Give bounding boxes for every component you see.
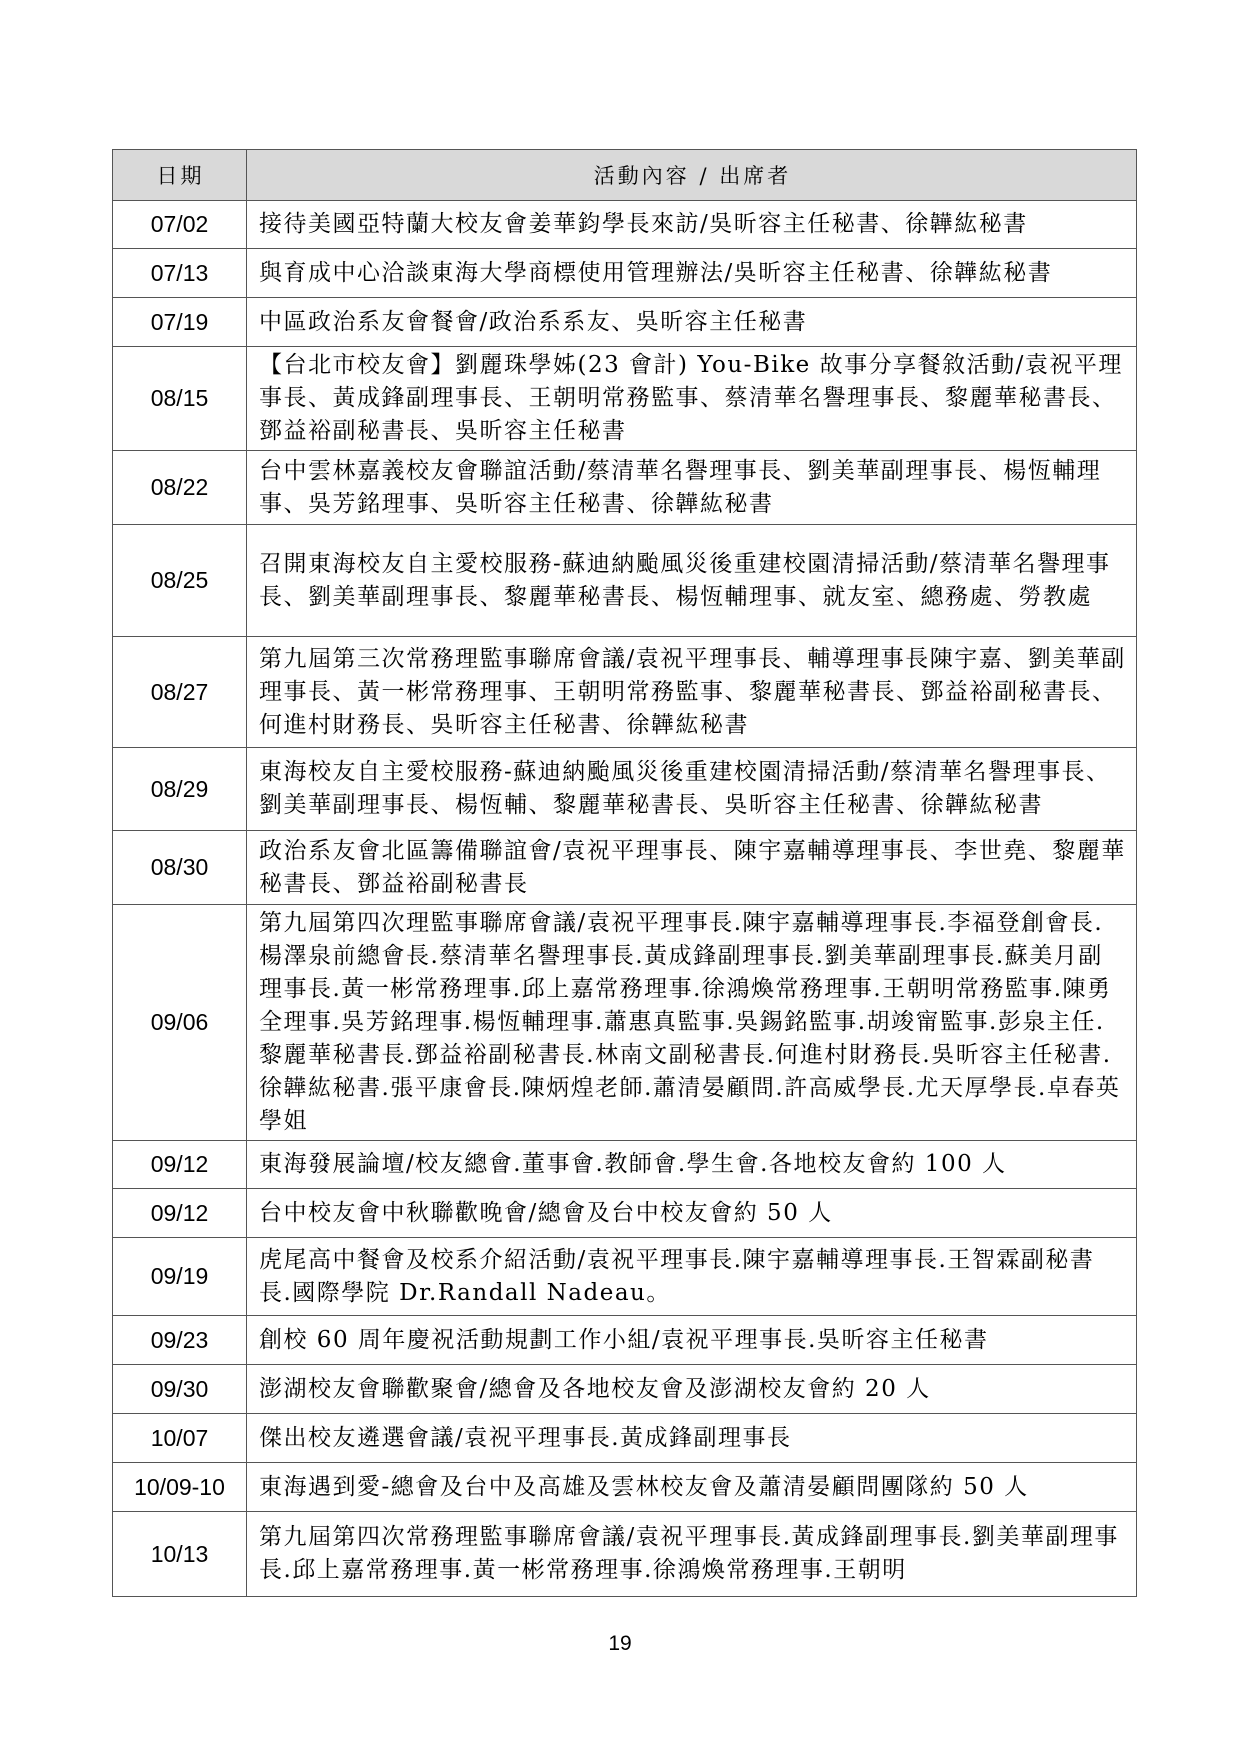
row-date: 09/19: [113, 1238, 247, 1316]
table-row: [113, 201, 1137, 249]
row-activity: 【台北市校友會】劉麗珠學姊(23 會計) You-Bike 故事分享餐敘活動/袁祝平理事長、黃成鋒副理事長、王朝明常務監事、蔡清華名譽理事長、黎麗華秘書長、鄧益裕副秘書長、吳昕容主任秘書: [247, 347, 1137, 451]
row-activity: 創校 60 周年慶祝活動規劃工作小組/袁祝平理事長.吳昕容主任秘書: [247, 1316, 1137, 1365]
row-activity: 虎尾高中餐會及校系介紹活動/袁祝平理事長.陳宇嘉輔導理事長.王智霖副秘書長.國際學院 Dr.Randall Nadeau。: [247, 1238, 1137, 1316]
table-row: [113, 1238, 1137, 1316]
row-date: 09/23: [113, 1316, 247, 1365]
row-date: 07/19: [113, 298, 247, 347]
row-activity: 中區政治系友會餐會/政治系系友、吳昕容主任秘書: [247, 298, 1137, 347]
row-activity: 東海遇到愛-總會及台中及高雄及雲林校友會及蕭清晏顧問團隊約 50 人: [247, 1463, 1137, 1512]
row-activity: 傑出校友遴選會議/袁祝平理事長.黃成鋒副理事長: [247, 1414, 1137, 1463]
row-activity: 第九屆第四次常務理監事聯席會議/袁祝平理事長.黃成鋒副理事長.劉美華副理事長.邱上嘉常務理事.黃一彬常務理事.徐鴻煥常務理事.王朝明: [247, 1512, 1137, 1597]
row-date: 10/09-10: [113, 1463, 247, 1512]
table-row: [113, 831, 1137, 905]
table-row: [113, 1463, 1137, 1512]
table-row: [113, 905, 1137, 1141]
row-activity: 第九屆第三次常務理監事聯席會議/袁祝平理事長、輔導理事長陳宇嘉、劉美華副理事長、黃一彬常務理事、王朝明常務監事、黎麗華秘書長、鄧益裕副秘書長、何進村財務長、吳昕容主任秘書、徐韡紘秘書: [247, 637, 1137, 748]
activity-table: [112, 149, 1137, 1597]
row-activity: 台中校友會中秋聯歡晚會/總會及台中校友會約 50 人: [247, 1189, 1137, 1238]
row-date: 07/13: [113, 249, 247, 298]
row-activity: 澎湖校友會聯歡聚會/總會及各地校友會及澎湖校友會約 20 人: [247, 1365, 1137, 1414]
row-date: 09/12: [113, 1141, 247, 1189]
table-row: [113, 1512, 1137, 1597]
table-row: [113, 1365, 1137, 1414]
row-activity: 台中雲林嘉義校友會聯誼活動/蔡清華名譽理事長、劉美華副理事長、楊恆輔理事、吳芳銘理事、吳昕容主任秘書、徐韡紘秘書: [247, 451, 1137, 525]
row-date: 08/30: [113, 831, 247, 905]
row-date: 09/30: [113, 1365, 247, 1414]
row-activity: 接待美國亞特蘭大校友會姜華鈞學長來訪/吳昕容主任秘書、徐韡紘秘書: [247, 201, 1137, 249]
table-row: [113, 298, 1137, 347]
row-date: 08/22: [113, 451, 247, 525]
row-activity: 東海校友自主愛校服務-蘇迪納颱風災後重建校園清掃活動/蔡清華名譽理事長、劉美華副理事長、楊恆輔、黎麗華秘書長、吳昕容主任秘書、徐韡紘秘書: [247, 748, 1137, 831]
row-activity: 與育成中心洽談東海大學商標使用管理辦法/吳昕容主任秘書、徐韡紘秘書: [247, 249, 1137, 298]
table-row: [113, 1189, 1137, 1238]
row-date: 08/15: [113, 347, 247, 451]
row-date: 10/07: [113, 1414, 247, 1463]
table-row: [113, 1316, 1137, 1365]
header-date: 日期: [113, 150, 247, 201]
row-date: 10/13: [113, 1512, 247, 1597]
row-date: 08/27: [113, 637, 247, 748]
header-activity: 活動內容 / 出席者: [247, 150, 1137, 201]
table-row: [113, 748, 1137, 831]
row-activity: 召開東海校友自主愛校服務-蘇迪納颱風災後重建校園清掃活動/蔡清華名譽理事長、劉美華副理事長、黎麗華秘書長、楊恆輔理事、就友室、總務處、勞教處: [247, 525, 1137, 637]
row-activity: 東海發展論壇/校友總會.董事會.教師會.學生會.各地校友會約 100 人: [247, 1141, 1137, 1189]
table-row: [113, 451, 1137, 525]
table-row: [113, 525, 1137, 637]
table-row: [113, 347, 1137, 451]
row-date: 09/06: [113, 905, 247, 1141]
table-row: [113, 1414, 1137, 1463]
table-row: [113, 249, 1137, 298]
row-activity: 第九屆第四次理監事聯席會議/袁祝平理事長.陳宇嘉輔導理事長.李福登創會長.楊澤泉前總會長.蔡清華名譽理事長.黃成鋒副理事長.劉美華副理事長.蘇美月副理事長.黃一彬常務理事.邱上嘉常務理事.徐鴻煥常務理事.王朝明常務監事.陳勇全理事.吳芳銘理事.楊恆輔理事.蕭惠真監事.吳錫銘監事.胡竣甯監事.彭泉主任.黎麗華秘書長.鄧益裕副秘書長.林南文副秘書長.何進村財務長.吳昕容主任秘書.徐韡紘秘書.張平康會長.陳炳煌老師.蕭清晏顧問.許高威學長.尤天厚學長.卓春英學姐: [247, 905, 1137, 1141]
row-activity: 政治系友會北區籌備聯誼會/袁祝平理事長、陳宇嘉輔導理事長、李世堯、黎麗華秘書長、鄧益裕副秘書長: [247, 831, 1137, 905]
page-number: 19: [608, 1632, 632, 1655]
row-date: 09/12: [113, 1189, 247, 1238]
table-header-row: [113, 150, 1137, 201]
row-date: 07/02: [113, 201, 247, 249]
row-date: 08/25: [113, 525, 247, 637]
table-row: [113, 1141, 1137, 1189]
row-date: 08/29: [113, 748, 247, 831]
table-row: [113, 637, 1137, 748]
